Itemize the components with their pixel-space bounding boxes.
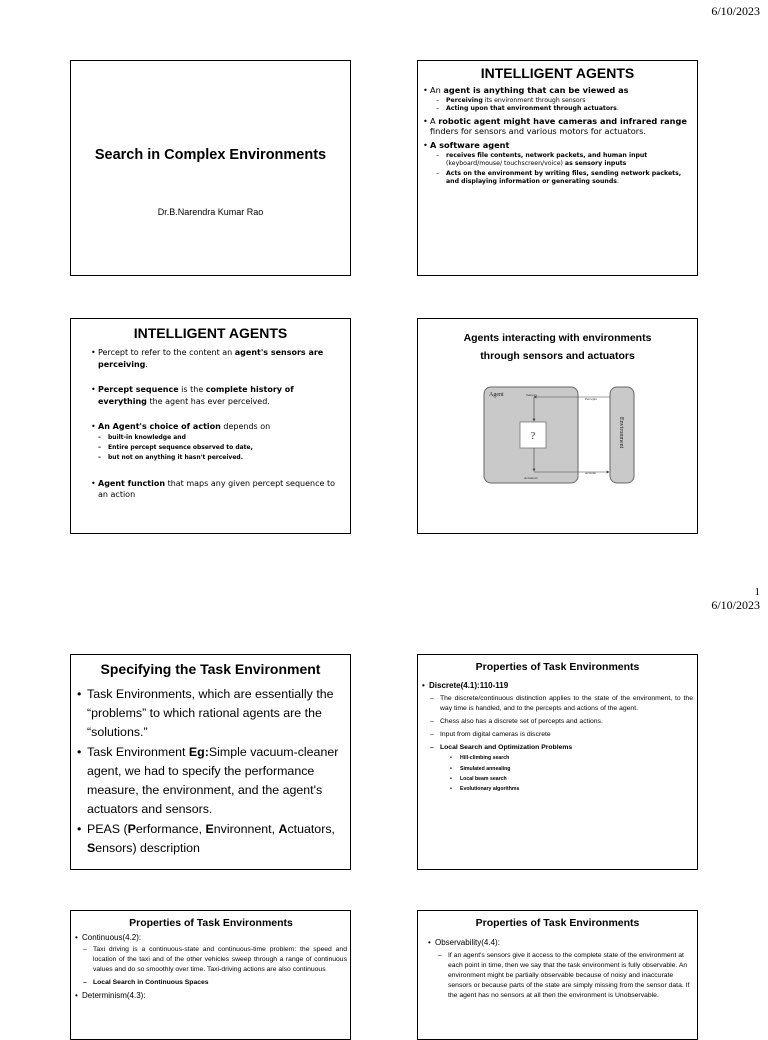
slide-heading: INTELLIGENT AGENTS xyxy=(133,325,288,341)
page-date-top: 6/10/2023 xyxy=(711,4,760,18)
sub-bullet: – Input from digital cameras is discrete xyxy=(430,730,693,740)
environment-label: Environment xyxy=(618,417,624,449)
sub-bullet: – Taxi driving is a continuous-state and continuous-time problem: the speed and location of the taxi and of the other vehicles sweep through a range of continuous values and do so smoothly over time. Taxi-driving actions are also continuous xyxy=(83,945,347,975)
page-date-bottom: 6/10/2023 xyxy=(711,598,760,612)
bullet-percept-sequence: • Percept sequence is the complete history of everything the agent has ever perceived. xyxy=(91,384,342,407)
bullet-determinism: • Determinism(4.3): xyxy=(75,990,347,1001)
slide-task-environment xyxy=(70,654,351,870)
sub-bullet: – Acts on the environment by writing files, sending network packets, and displaying information or generating sounds. xyxy=(436,170,692,186)
sub-bullet: – The discrete/continuous distinction applies to the state of the environment, to the way time is handled, and to the percepts and actions of the agent. xyxy=(430,694,693,714)
actuators-label: Actuators xyxy=(524,476,538,480)
slide-intelligent-agents-2 xyxy=(70,318,351,534)
sub-bullet: – but not on anything it hasn't perceived. xyxy=(98,453,342,463)
slide-heading: Properties of Task Environments xyxy=(129,917,293,929)
slide-heading: Properties of Task Environments xyxy=(475,917,640,929)
sub-bullet: – receives file contents, network packets, and human input (keyboard/mouse/ touchscreen/voice) as sensory inputs xyxy=(436,152,692,168)
algorithm-item: • Hill-climbing search xyxy=(450,753,693,763)
bullet-agent-definition: • An agent is anything that can be viewed as – Perceiving its environment through sensors – Acting upon that environment through actuators. xyxy=(423,85,692,113)
slide-title xyxy=(70,60,351,276)
sub-bullet: – built-in knowledge and xyxy=(98,433,342,443)
slide-intelligent-agents-1 xyxy=(417,60,698,276)
sub-bullet: – Perceiving its environment through sensors xyxy=(436,97,692,105)
bullet-choice-of-action: • An Agent's choice of action depends on – built-in knowledge and – Entire percept sequence observed to date, – but not on anything it hasn't perceived. xyxy=(91,421,342,463)
sub-bullet: – Local Search and Optimization Problems xyxy=(430,743,693,753)
bullet-discrete: • Discrete(4.1):110-119 xyxy=(422,680,693,691)
slide-agents-environments xyxy=(417,318,698,534)
slide-heading: Agents interacting with environments through sensors and actuators xyxy=(463,332,652,362)
bullet-peas: • PEAS (Performance, Environnent, Actuators, Sensors) description xyxy=(77,820,344,858)
bullet-software-agent: • A software agent – receives file contents, network packets, and human input (keyboard/mouse/ touchscreen/voice) as sensory inputs – Acts on the environment by writing files, sending network packets, and displaying information or generating sounds. xyxy=(423,140,692,186)
slide-properties-discrete xyxy=(417,654,698,870)
sub-bullet: – Entire percept sequence observed to date, xyxy=(98,443,342,453)
algorithm-item: • Evolutionary algorithms xyxy=(450,784,693,794)
agent-label: Agent xyxy=(489,392,504,398)
bullet-percept: • Percept to refer to the content an agent's sensors are perceiving. xyxy=(91,347,342,370)
sub-bullet: – Acting upon that environment through actuators. xyxy=(436,105,692,113)
question-mark: ? xyxy=(530,431,536,442)
sub-bullet: – Local Search in Continuous Spaces xyxy=(83,978,347,988)
slide-heading: INTELLIGENT AGENTS xyxy=(480,65,635,81)
slide-properties-continuous xyxy=(70,910,351,1040)
slide-heading: Properties of Task Environments xyxy=(475,661,640,673)
sub-bullet: – Chess also has a discrete set of percepts and actions. xyxy=(430,717,693,727)
sensors-label: Sensors xyxy=(526,393,537,397)
sub-bullet: – If an agent's sensors give it access to the complete state of the environment at each point in time, then we say that the task environment is fully observable. An environment might be partially observable because of noisy and inaccurate sensors or because parts of the state are simply missing from the sensor data. If the agent has no sensors at all then the environment is Unobservable. xyxy=(438,951,691,1001)
slide-title-heading: Search in Complex Environments xyxy=(94,147,327,163)
slide-properties-observability xyxy=(417,910,698,1040)
actions-label: Actions xyxy=(585,471,596,475)
bullet-task-environments: • Task Environments, which are essentially the “problems” to which rational agents are the “solutions.” xyxy=(77,685,344,743)
agent-environment-diagram xyxy=(482,385,642,487)
slide-heading: Specifying the Task Environment xyxy=(100,661,321,677)
bullet-example: • Task Environment Eg:Simple vacuum-cleaner agent, we had to specify the performance measure, the environment, and the agent's actuators and sensors. xyxy=(77,743,344,820)
slide-title-author: Dr.B.Narendra Kumar Rao xyxy=(157,207,264,217)
percepts-label: Percepts xyxy=(585,397,597,401)
bullet-continuous: • Continuous(4.2): xyxy=(75,932,347,943)
algorithm-item: • Local beam search xyxy=(450,774,693,784)
bullet-agent-function: • Agent function that maps any given percept sequence to an action xyxy=(91,478,342,501)
bullet-observability: • Observability(4.4): xyxy=(428,937,691,948)
algorithm-item: • Simulated annealing xyxy=(450,764,693,774)
bullet-robotic-agent: • A robotic agent might have cameras and infrared range finders for sensors and various motors for actuators. xyxy=(423,116,692,137)
page-number: 1 xyxy=(754,586,760,598)
